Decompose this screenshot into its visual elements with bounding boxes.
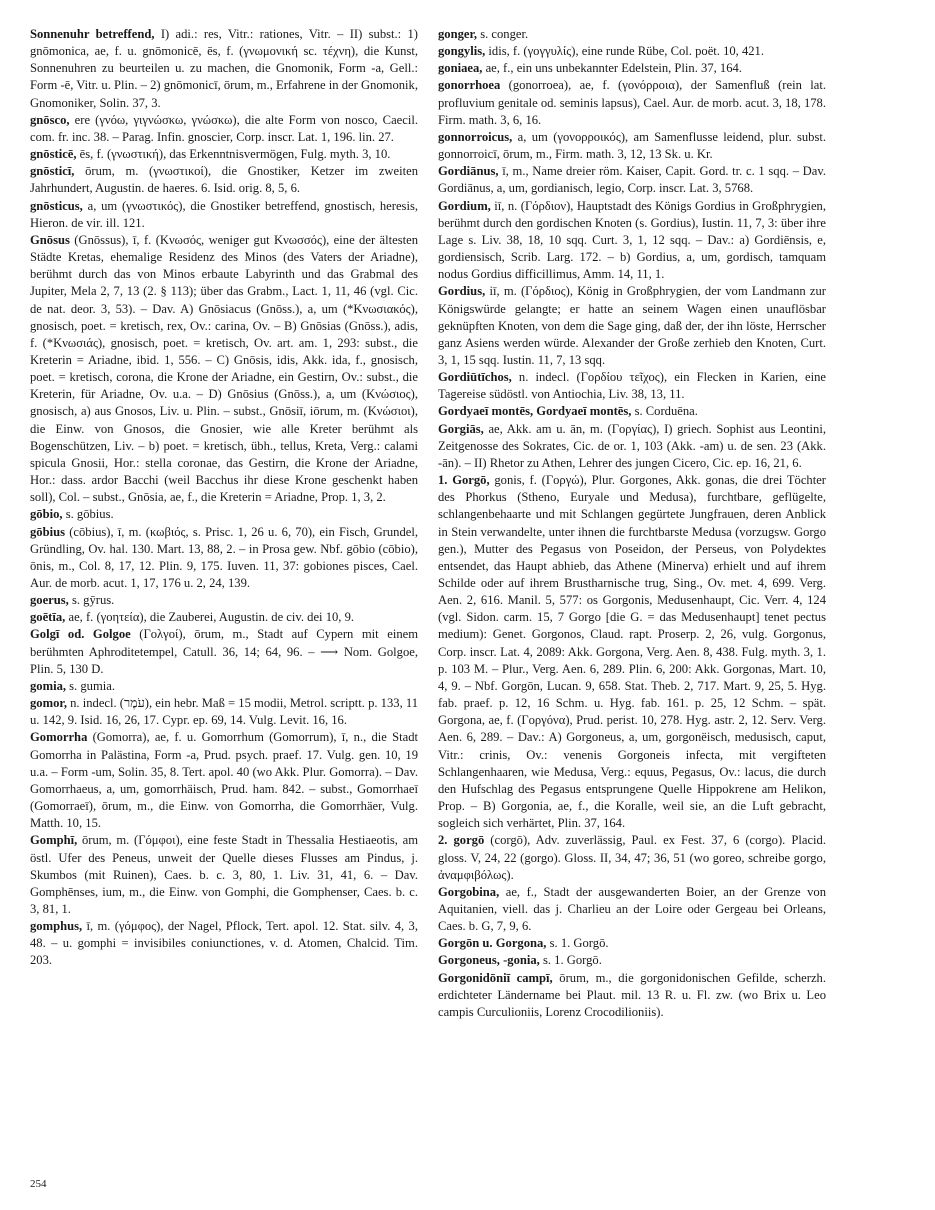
dictionary-entry bbox=[438, 952, 826, 969]
entry-text: ōrum, m. (γνωστικοί), die Gnostiker, Ketzer im zweiten Jahrhundert, Augustin. de haeres. 6. Isid. orig. 8, 5, 6. bbox=[30, 164, 418, 196]
entry-headword: Gomphī, bbox=[30, 833, 78, 848]
dictionary-entry bbox=[30, 592, 418, 609]
entry-text: (gonorroea), ae, f. (γονόρροια), der Samenfluß (rein lat. profluvium genitale od. seminis lapsus), Cael. Aur. de morb. acut. 3, 18, 178. Firm. math. 3, 6, 16. bbox=[438, 78, 826, 127]
entry-headword: gnōsticē, bbox=[30, 147, 77, 162]
entry-text: iī, m. (Γόρδιος), König in Großphrygien, der vom Landmann zur Königswürde gelangte; er hatte an seinem Wagen einen unauflösbar geknüpften Knoten, von dem die Sage ging, daß der, der ihn löste, Herrscher ganz Asiens werden würde. Alexander der Große zerhieb den Knoten, Curt. 3, 1, 15 sqq. Iustin. 11, 7, 13 sqq. bbox=[438, 284, 826, 367]
entry-text: s. gōbius. bbox=[62, 507, 114, 522]
left-column bbox=[30, 26, 418, 970]
entry-text: ae, f. (γοητεία), die Zauberei, Augustin. de civ. dei 10, 9. bbox=[65, 610, 355, 625]
entry-text: (Gnōssus), ī, f. (Κνωσός, weniger gut Κνωσσός), eine der ältesten Städte Kretas, ehemalige Residenz des Minos (des Vaters der Ariadne), berühmt durch das von Minos erbaute Labyrinth und das Grabmal des Jupiter, Mela 2, 7, 13 (2. § 113); über das Grabm., Lact. 1, 11, 46 (vgl. Cic. de nat. deor. 3, 53). – Dav. A) Gnōsiacus (Gnōss.), a, um (*Κνωσιακός), gnosisch, poet. = kretisch, rex, Ov.: carina, Ov. – B) Gnōsias (Gnōss.), adis, f. (*Κνωσιάς), gnosisch, poet. = kretisch, Ov. art. am. 1, 293: subst., die Kreterin = Ariadne, ibid. 1, 556. – C) Gnōsis, idis, Akk. ida, f., gnosisch, poet. = kretisch, corona, die Krone der Ariadne, ein Gestirn, Ov.: subst., die Kreterin, für Ariadne, Ov. u.a. – D) Gnōsius (Gnōss.), a, um (Κνώσιος), gnosisch, a) aus Gnosos, Liv. u. Plin. – subst., Gnōsiī, iōrum, m. (Κνώσιοι), die Einw. von Gnosos, die Gnosier, wie alle Kreter berühmt als Bogenschützen, Liv. – b) poet. = kretisch, übh., tellus, Kreta, Verg.: calami spicula Gnosii, Hor.: stella coronae, das Gestirn, die Krone der Ariadne, Hor.: dass. ardor Bacchi (weil Bacchus ihr diese Krone geschenkt haben soll), Col. – subst., Gnōsia, ae, f., die Kreterin = Ariadne, Prop. 1, 3, 2. bbox=[30, 232, 418, 505]
entry-text: iī, n. (Γόρδιον), Hauptstadt des Königs Gordius in Großphrygien, berühmt durch den gordischen Knoten (s. Gordius), Iustin. 11, 7, 3: über ihre Lage s. Liv. 38, 18, 10 sqq. Curt. 3, 1, 12 sqq. – Dav.: a) Gordiēnsis, e, gordiensisch, Scrib. Larg. 172. – b) Gordius, a, um, gordisch, tamquam nodus Gordius difficillimus, Amm. 14, 11, 1. bbox=[438, 198, 826, 282]
dictionary-entry bbox=[30, 695, 418, 729]
entry-headword: gnōsticus, bbox=[30, 198, 83, 213]
entry-headword: Gorgonidōniī campī, bbox=[438, 970, 553, 985]
dictionary-entry bbox=[30, 609, 418, 626]
entry-text: ae, f., ein uns unbekannter Edelstein, Plin. 37, 164. bbox=[482, 61, 742, 76]
entry-headword: goniaea, bbox=[438, 61, 483, 76]
entry-headword: gnōsticī, bbox=[30, 164, 75, 179]
entry-headword: Gordium, bbox=[438, 198, 491, 213]
entry-headword: Gnōsus bbox=[30, 232, 70, 247]
dictionary-entry bbox=[438, 60, 826, 77]
entry-text: s. gȳrus. bbox=[68, 593, 115, 608]
entry-headword: Gordiūtīchos, bbox=[438, 370, 512, 385]
right-column bbox=[438, 26, 826, 1021]
entry-headword: Gordius, bbox=[438, 284, 486, 299]
dictionary-entry bbox=[438, 163, 826, 197]
entry-text: (Gomorra), ae, f. u. Gomorrhum (Gomorrum), ī, n., die Stadt Gomorrha in Palästina, Form -a, Prud. psych. praef. 17. Vulg. gen. 10, 19 u.a. – Form -um, Solin. 35, 8. Tert. apol. 40 (wo Akk. Plur. Gomorra). – Dav. Gomorrhaeus, a, um, gomorrhäisch, Prud. ham. 842. – subst., Gomorrhaeī (Gomorraeī), ōrum, m., die Einw. von Gomorrha, die Gomorrhäer, Vulg. Matth. 10, 15. bbox=[30, 730, 418, 831]
dictionary-entry bbox=[30, 163, 418, 197]
dictionary-entry bbox=[438, 935, 826, 952]
entry-headword: gongylis, bbox=[438, 44, 486, 59]
entry-headword: gōbius bbox=[30, 524, 66, 539]
entry-headword: goerus, bbox=[30, 593, 69, 608]
page-number: 254 bbox=[30, 1178, 47, 1190]
dictionary-entry bbox=[30, 678, 418, 695]
dictionary-entry bbox=[438, 77, 826, 128]
entry-text: (cōbius), ī, m. (κωβιός, s. Prisc. 1, 26 u. 6, 70), ein Fisch, Grundel, Gründling, Ov. hal. 130. Mart. 13, 88, 2. – in Prosa gew. Nbf. gōbio (cōbio), ōnis, m., Col. 8, 17, 12. Plin. 9, 175. Iuven. 11, 37: gobiones pisces, Cael. Aur. de morb. acut. 1, 17, 176 u. 2, 24, 139. bbox=[30, 524, 418, 590]
dictionary-entry bbox=[438, 421, 826, 472]
dictionary-entry bbox=[30, 506, 418, 523]
dictionary-entry bbox=[30, 626, 418, 677]
dictionary-entry bbox=[30, 232, 418, 507]
entry-headword: Sonnenuhr betreffend, bbox=[30, 27, 155, 41]
dictionary-entry bbox=[438, 472, 826, 832]
entry-text: a, um (γονορροικός), am Samenflusse leidend, plur. subst. gonnorroicī, ōrum, m., Firm. math. 3, 12, 13 Sk. u. Kr. bbox=[438, 129, 826, 162]
entry-text: ōrum, m. (Γόμφοι), eine feste Stadt in Thessalia Hestiaeotis, am östl. Ufer des Peneus, unweit der Quelle dieses Flusses am Pindus, j. Skumbos (mit Ruinen), Caes. b. c. 3, 80, 1. Liv. 31, 41, 6. – Dav. Gomphēnses, ium, m., die Einw. von Gomphi, die Gomphenser, Caes. b. c. 3, 81, 1. bbox=[30, 833, 418, 916]
entry-text: ōrum, m., die gorgonidonischen Gefilde, scherzh. erdichteter Ländername bei Plaut. mil. 13 R. u. Fl. zw. (wo Brix u. Leo campis Curculioniis, Lorenz Crocodilioniis). bbox=[438, 970, 826, 1019]
entry-headword: Gorgōn u. Gorgona, bbox=[438, 936, 547, 951]
entry-headword: Gordyaeī montēs, Gordyaeī montēs, bbox=[438, 404, 632, 419]
entry-headword: gonger, bbox=[438, 27, 478, 41]
dictionary-entry bbox=[30, 198, 418, 232]
dictionary-entry bbox=[438, 970, 826, 1021]
entry-text: I) adi.: res, Vitr.: rationes, Vitr. – II) subst.: 1) gnōmonica, ae, f. u. gnōmonicē, ēs, f. (γνωμονική sc. τέχνη), die Kunst, Sonnenuhren zu beurteilen u. zu machen, die Gnomonik, Form -a, Gell.: Form -ē, Vitr. u. Plin. – 2) gnōmonicī, ōrum, m., Erfahrene in der Gnomonik, Gnomoniker, Solin. 37, 3. bbox=[30, 27, 418, 110]
entry-text: ī, m. (γόμφος), der Nagel, Pflock, Tert. apol. 12. Stat. silv. 4, 3, 48. – u. gomphi = invisibiles coniunctiones, v. d. Atomen, Chalcid. Tim. 203. bbox=[30, 919, 418, 968]
dictionary-entry bbox=[438, 884, 826, 935]
entry-text: s. 1. Gorgō. bbox=[539, 953, 602, 968]
entry-headword: 1. Gorgō, bbox=[438, 473, 490, 488]
entry-text: s. gumia. bbox=[66, 678, 116, 693]
dictionary-entry bbox=[438, 43, 826, 60]
entry-text: ae, Akk. am u. ān, m. (Γοργίας), I) griech. Sophist aus Leontini, Zeitgenosse des Sokrates, Cic. de or. 1, 103 (Akk. -am) u. de sen. 23 (Akk. -ān). – II) Rhetor zu Athen, Lehrer des jungen Cicero, Cic. ep. 16, 21, 6. bbox=[438, 421, 826, 470]
dictionary-entry bbox=[438, 403, 826, 420]
entry-text: ī, m., Name dreier röm. Kaiser, Capit. Gord. tr. c. 1 sqq. – Dav. Gordiānus, a, um, gordianisch, legio, Corp. inscr. Lat. 3, 5768. bbox=[438, 164, 826, 196]
entry-text: s. 1. Gorgō. bbox=[546, 936, 609, 951]
entry-text: a, um (γνωστικός), die Gnostiker betreffend, gnostisch, heresis, Hieron. de vir. ill. 121. bbox=[30, 198, 418, 230]
dictionary-entry bbox=[438, 129, 826, 163]
entry-headword: Gordiānus, bbox=[438, 164, 499, 179]
entry-headword: gnōsco, bbox=[30, 112, 70, 127]
dictionary-entry bbox=[438, 26, 826, 43]
entry-headword: gonnorroicus, bbox=[438, 129, 513, 144]
entry-text: idis, f. (γογγυλίς), eine runde Rübe, Col. poët. 10, 421. bbox=[485, 44, 765, 59]
entry-headword: gomphus, bbox=[30, 919, 83, 934]
entry-text: ēs, f. (γνωστική), das Erkenntnisvermögen, Fulg. myth. 3, 10. bbox=[76, 147, 391, 162]
dictionary-entry bbox=[30, 146, 418, 163]
dictionary-entry bbox=[438, 283, 826, 369]
entry-text: gonis, f. (Γοργώ), Plur. Gorgones, Akk. gonas, die drei Töchter des Phorkus (Stheno, Euryale und Medusa), furchtbare, geflügelte, schlangenbehaarte und mit Schlangen gegürtete Jungfrauen, deren Anblick in Stein verwandelte, unter ihnen die furchtbarste Medusa (vorzugsw. Gorgo gen.), Mutter des Pegasus von Poseidon, der Perseus, von Polydektes entsendet, das Haupt abhieb, das Athene (Minerva) erhielt und auf ihrem Schilde oder auf ihrem Brustharnische trug, Sing., Ov. met. 4, 699. Verg. Aen. 2, 616. Manil. 5, 577: os Gorgonis, Medusenhaupt, Cic. Verr. 4, 124 (vgl. Sidon. carm. 15, 7 Gorgo [die G. = das Medusenhaupt] tenet pectus medium): Genet. Gorgonos, Claud. rapt. Proserp. 2, 26, vulg. Gorgonus, Corp. inscr. Lat. 4, 2089: Akk. Gorgona, Verg. Aen. 8, 438. Fulg. myth. 3, 1. p. 103 M. – Plur., Verg. Aen. 6, 289. Plin. 6, 200: Akk. Gorgonas, Mart. 10, 4, 9. – Nbf. Gorgōn, Lucan. 9, 658. Stat. Theb. 2, 717. Mart. 9, 25, 5. Hyg. fab. praef. p. 12, 16 Schm. u. Hyg. fab. 161. p. 25, 12 Schm. – spät. Gorgona, ae, f. (Γοργόνα), Prud. perist. 10, 278. Hyg. astr. 2, 12. Serv. Verg. Aen. 6, 289. – Dav.: A) Gorgoneus, a, um, gorgonëisch, medusisch, caput, Vitr.: crinis, Ov.: venenis Gorgoneis infecta, mit vergifteten Schlangenhaaren, wie Medusa, Verg.: equus, Pegasus, Ov.: lacus, die durch den Hufschlag des Pegasus entsprungene Quelle Hippokrene am Helikon, Prop. – B) Gorgonia, ae, f., die Koralle, weil sie, an die Luft gebracht, sogleich sich verhärtet, Plin. 37, 164. bbox=[438, 473, 826, 831]
dictionary-entry bbox=[30, 832, 418, 918]
entry-text: ae, f., Stadt der ausgewanderten Boier, an der Grenze von Aquitanien, viell. das j. Charlieu an der Loire oder Gergeau bei Orleans, Caes. b. G, 7, 9, 6. bbox=[438, 884, 826, 934]
entry-headword: gonorrhoea bbox=[438, 78, 501, 93]
dictionary-entry bbox=[438, 369, 826, 403]
entry-headword: gomia, bbox=[30, 678, 67, 693]
dictionary-entry bbox=[30, 26, 418, 112]
entry-headword: Golgī od. Golgoe bbox=[30, 627, 131, 642]
entry-text: s. conger. bbox=[477, 27, 529, 41]
dictionary-entry bbox=[30, 112, 418, 146]
entry-headword: Gorgobina, bbox=[438, 884, 500, 899]
entry-text: ere (γνόω, γιγνώσκω, γνώσκω), die alte Form von nosco, Caecil. com. fr. inc. 38. – Parag. Infin. gnoscier, Corp. inscr. Lat. 1, 196. lin. 27. bbox=[30, 112, 418, 144]
entry-text: n. indecl. (Γορδίου τεῖχος), ein Flecken in Karien, eine Tagereise südöstl. von Antiochia, Liv. 38, 13, 11. bbox=[438, 370, 826, 402]
entry-headword: Gorgiās, bbox=[438, 421, 484, 436]
entry-text: (Γολγοί), ōrum, m., Stadt auf Cypern mit einem berühmten Aphroditetempel, Catull. 36, 14; 64, 96. – ⟶ Nom. Golgoe, Plin. 5, 130 D. bbox=[30, 627, 418, 676]
entry-text: n. indecl. (עֹמֶר), ein hebr. Maß = 15 modii, Metrol. scriptt. p. 133, 11 u. 142, 9. Isid. 16, 26, 17. Cypr. ep. 69, 14. Vulg. Levit. 16, 16. bbox=[30, 696, 418, 728]
dictionary-entry bbox=[30, 918, 418, 969]
entry-text: s. Corduēna. bbox=[631, 404, 698, 419]
entry-text: (corgō), Adv. zuverlässig, Paul. ex Fest. 37, 6 (corgo). Placid. gloss. V, 24, 22 (gorgo). Gloss. II, 34, 47; 36, 51 (wo goreo, schreibe gorgo, ἀναμφιβόλως). bbox=[438, 833, 826, 882]
entry-headword: Gomorrha bbox=[30, 730, 88, 745]
dictionary-entry bbox=[438, 198, 826, 284]
entry-headword: Gorgoneus, -gonia, bbox=[438, 953, 540, 968]
entry-headword: goētīa, bbox=[30, 610, 66, 625]
entry-headword: 2. gorgō bbox=[438, 833, 485, 848]
entry-headword: gomor, bbox=[30, 696, 67, 711]
dictionary-entry bbox=[30, 524, 418, 593]
dictionary-entry bbox=[30, 729, 418, 832]
dictionary-entry bbox=[438, 832, 826, 883]
entry-headword: gōbio, bbox=[30, 507, 63, 522]
